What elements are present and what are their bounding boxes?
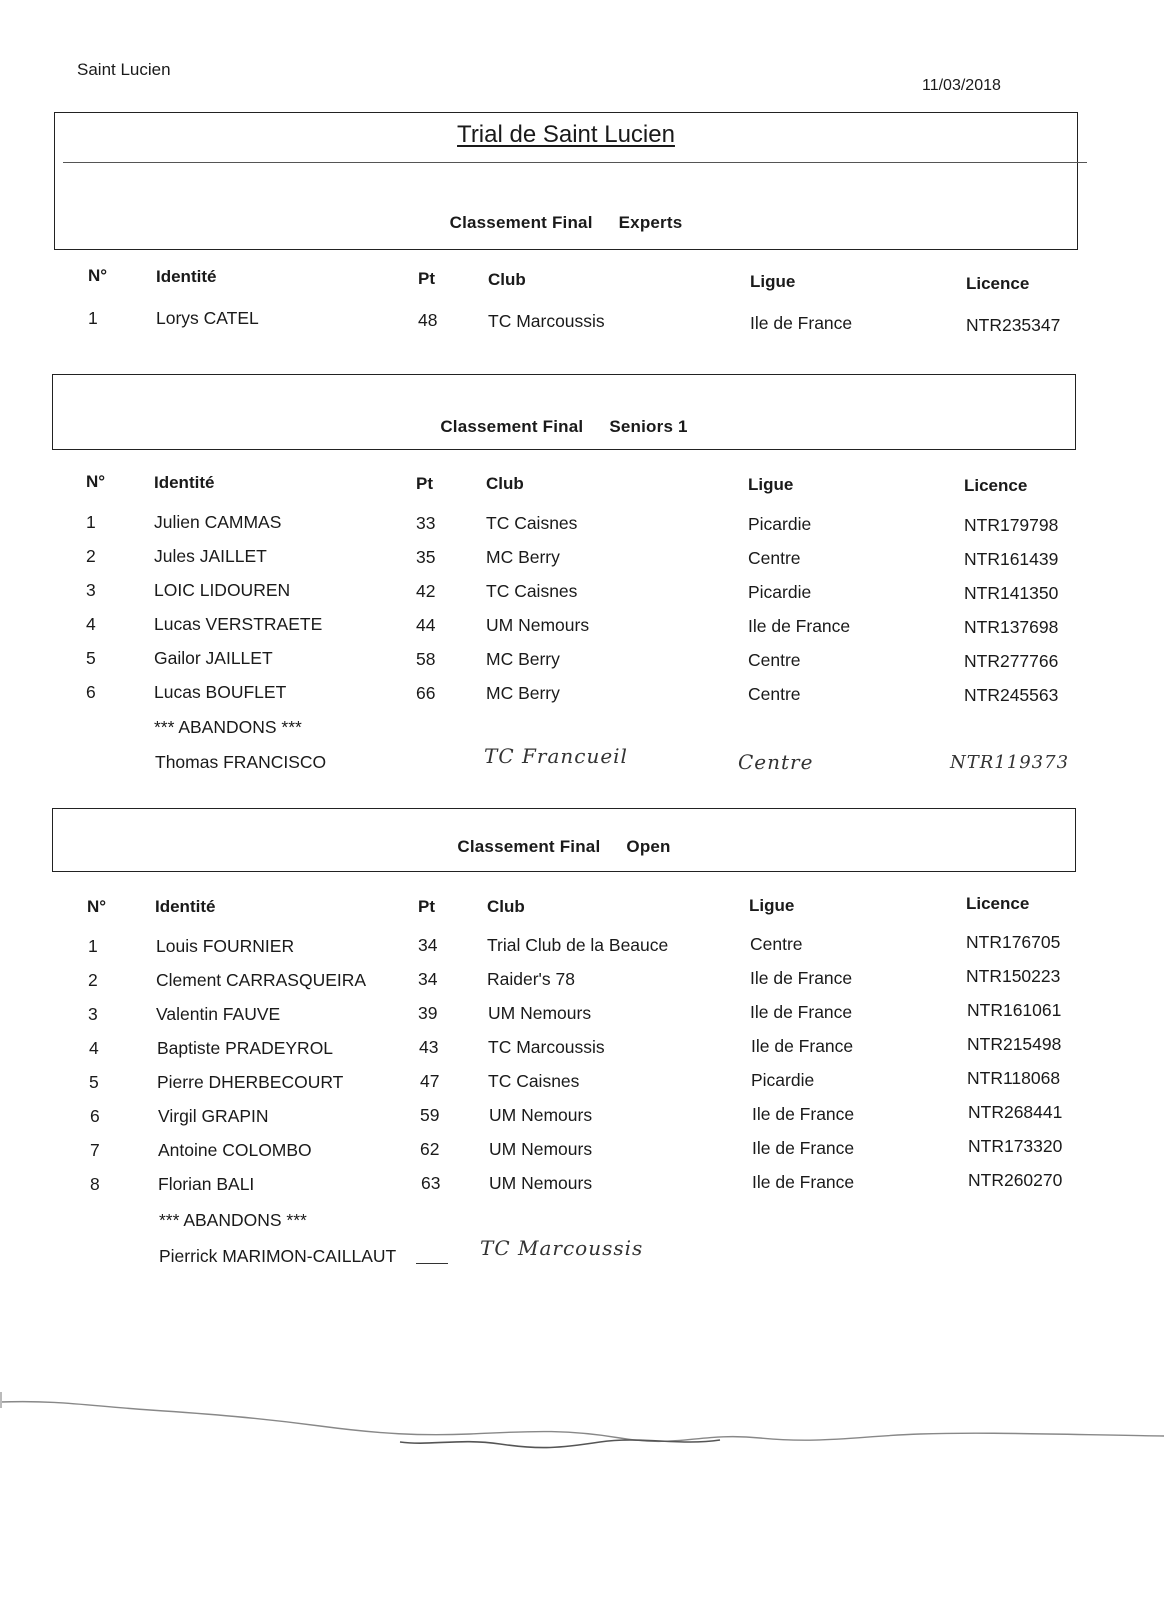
row-licence: NTR176705 bbox=[966, 932, 1061, 952]
row-name: Lorys CATEL bbox=[156, 308, 259, 328]
row-licence: NTR245563 bbox=[964, 685, 1059, 705]
row-rank: 1 bbox=[88, 308, 98, 328]
row-name: LOIC LIDOUREN bbox=[154, 580, 291, 600]
row-name: Louis FOURNIER bbox=[156, 936, 295, 956]
title-box bbox=[54, 112, 1078, 250]
row-points: 34 bbox=[418, 935, 438, 955]
row-name: Lucas BOUFLET bbox=[154, 682, 287, 702]
col-points-header: Pt bbox=[418, 897, 435, 916]
row-licence: NTR173320 bbox=[968, 1136, 1063, 1156]
col-club-header: Club bbox=[487, 897, 525, 916]
col-rank-header: N° bbox=[87, 897, 107, 916]
col-league-header: Ligue bbox=[748, 475, 794, 494]
row-league: Ile de France bbox=[750, 1002, 853, 1022]
row-club: TC Caisnes bbox=[488, 1071, 580, 1091]
row-points: 42 bbox=[416, 581, 436, 601]
row-rank: 2 bbox=[88, 970, 98, 990]
row-league: Ile de France bbox=[752, 1104, 855, 1124]
row-club: Trial Club de la Beauce bbox=[487, 935, 669, 955]
col-identity-header: Identité bbox=[154, 473, 215, 492]
row-rank: 7 bbox=[90, 1140, 100, 1160]
row-league: Ile de France bbox=[752, 1138, 855, 1158]
row-licence: NTR215498 bbox=[967, 1034, 1062, 1054]
row-name: Julien CAMMAS bbox=[154, 512, 282, 532]
col-licence-header: Licence bbox=[966, 894, 1030, 913]
row-points: 33 bbox=[416, 513, 436, 533]
col-identity-header: Identité bbox=[155, 897, 216, 916]
row-league: Picardie bbox=[751, 1070, 815, 1090]
row-league: Ile de France bbox=[750, 968, 853, 988]
section-category: Seniors 1 bbox=[609, 417, 688, 436]
row-name: Florian BALI bbox=[158, 1174, 255, 1194]
col-league-header: Ligue bbox=[749, 896, 795, 915]
section-label: Classement Final bbox=[457, 837, 601, 856]
row-points: 47 bbox=[420, 1071, 440, 1091]
row-club: TC Caisnes bbox=[486, 581, 578, 601]
section-header-experts bbox=[55, 213, 1077, 233]
row-name: Clement CARRASQUEIRA bbox=[156, 970, 367, 990]
row-club: UM Nemours bbox=[489, 1139, 593, 1159]
row-league: Centre bbox=[750, 934, 803, 954]
row-league: Picardie bbox=[748, 514, 812, 534]
col-licence-header: Licence bbox=[966, 274, 1030, 293]
row-rank: 1 bbox=[86, 512, 96, 532]
row-licence: NTR150223 bbox=[966, 966, 1061, 986]
document-title: Trial de Saint Lucien bbox=[457, 121, 675, 148]
row-licence: NTR161439 bbox=[964, 549, 1059, 569]
row-rank: 4 bbox=[89, 1038, 99, 1058]
row-points: 34 bbox=[418, 969, 438, 989]
handwritten-club: TC Marcoussis bbox=[480, 1236, 644, 1260]
row-club: MC Berry bbox=[486, 547, 560, 567]
row-rank: 6 bbox=[90, 1106, 100, 1126]
section-header-seniors-1 bbox=[52, 374, 1076, 450]
row-league: Ile de France bbox=[752, 1172, 855, 1192]
row-league: Ile de France bbox=[751, 1036, 854, 1056]
row-league: Ile de France bbox=[748, 616, 851, 636]
row-name: Baptiste PRADEYROL bbox=[157, 1038, 334, 1058]
row-club: UM Nemours bbox=[489, 1173, 593, 1193]
col-identity-header: Identité bbox=[156, 267, 217, 286]
row-rank: 4 bbox=[86, 614, 96, 634]
handwritten-club: TC Francueil bbox=[484, 744, 628, 768]
row-rank: 5 bbox=[89, 1072, 99, 1092]
section-category: Open bbox=[626, 837, 671, 856]
row-points: 66 bbox=[416, 683, 436, 703]
row-rank: 6 bbox=[86, 682, 96, 702]
row-league: Picardie bbox=[748, 582, 812, 602]
row-name: Lucas VERSTRAETE bbox=[154, 614, 323, 634]
row-rank: 5 bbox=[86, 648, 96, 668]
col-club-header: Club bbox=[486, 474, 524, 493]
col-rank-header: N° bbox=[86, 472, 106, 491]
row-rank: 1 bbox=[88, 936, 98, 956]
row-club: MC Berry bbox=[486, 649, 560, 669]
row-club: TC Marcoussis bbox=[488, 1037, 605, 1057]
row-rank: 2 bbox=[86, 546, 96, 566]
row-league: Centre bbox=[748, 650, 801, 670]
section-label: Classement Final bbox=[440, 417, 584, 436]
row-points: 62 bbox=[420, 1139, 440, 1159]
row-name: Pierre DHERBECOURT bbox=[157, 1072, 344, 1092]
handwritten-licence: NTR119373 bbox=[950, 752, 1070, 773]
row-rank: 8 bbox=[90, 1174, 100, 1194]
row-points: 59 bbox=[420, 1105, 440, 1125]
col-points-header: Pt bbox=[418, 269, 435, 288]
row-club: UM Nemours bbox=[488, 1003, 592, 1023]
row-licence: NTR260270 bbox=[968, 1170, 1063, 1190]
row-points: 63 bbox=[421, 1173, 441, 1193]
handwritten-league: Centre bbox=[738, 750, 814, 774]
row-points: 43 bbox=[419, 1037, 439, 1057]
row-club: Raider's 78 bbox=[487, 969, 575, 989]
row-licence: NTR277766 bbox=[964, 651, 1059, 671]
row-licence: NTR235347 bbox=[966, 315, 1061, 335]
col-club-header: Club bbox=[488, 270, 526, 289]
section-label: Classement Final bbox=[449, 213, 593, 232]
row-club: TC Caisnes bbox=[486, 513, 578, 533]
row-name: Antoine COLOMBO bbox=[158, 1140, 312, 1160]
row-club: UM Nemours bbox=[489, 1105, 593, 1125]
title-divider bbox=[63, 162, 1087, 163]
venue-name: Saint Lucien bbox=[77, 60, 171, 79]
abandon-name: Thomas FRANCISCO bbox=[155, 752, 327, 772]
row-name: Virgil GRAPIN bbox=[158, 1106, 269, 1126]
col-rank-header: N° bbox=[88, 266, 108, 285]
row-points: 48 bbox=[418, 310, 438, 330]
row-name: Valentin FAUVE bbox=[156, 1004, 281, 1024]
row-club: TC Marcoussis bbox=[488, 311, 605, 331]
row-licence: NTR161061 bbox=[967, 1000, 1062, 1020]
row-club: UM Nemours bbox=[486, 615, 590, 635]
row-name: Gailor JAILLET bbox=[154, 648, 273, 668]
row-rank: 3 bbox=[86, 580, 96, 600]
abandon-name: Pierrick MARIMON-CAILLAUT bbox=[159, 1246, 397, 1266]
abandons-label: *** ABANDONS *** bbox=[154, 717, 302, 737]
row-rank: 3 bbox=[88, 1004, 98, 1024]
row-league: Centre bbox=[748, 548, 801, 568]
row-name: Jules JAILLET bbox=[154, 546, 267, 566]
row-licence: NTR118068 bbox=[967, 1068, 1061, 1088]
section-header-open bbox=[52, 808, 1076, 872]
document-date: 11/03/2018 bbox=[922, 77, 1001, 94]
row-licence: NTR268441 bbox=[968, 1102, 1063, 1122]
row-points: 58 bbox=[416, 649, 436, 669]
col-licence-header: Licence bbox=[964, 476, 1028, 495]
col-points-header: Pt bbox=[416, 474, 433, 493]
torn-paper-edge bbox=[0, 1388, 1164, 1468]
row-points: 39 bbox=[418, 1003, 438, 1023]
row-licence: NTR137698 bbox=[964, 617, 1059, 637]
row-licence: NTR179798 bbox=[964, 515, 1059, 535]
row-club: MC Berry bbox=[486, 683, 560, 703]
row-points: 44 bbox=[416, 615, 436, 635]
row-licence: NTR141350 bbox=[964, 583, 1059, 603]
row-points: 35 bbox=[416, 547, 436, 567]
col-league-header: Ligue bbox=[750, 272, 796, 291]
abandons-label: *** ABANDONS *** bbox=[159, 1210, 307, 1230]
row-league: Centre bbox=[748, 684, 801, 704]
row-league: Ile de France bbox=[750, 313, 853, 333]
section-category: Experts bbox=[618, 213, 683, 232]
handwritten-dash bbox=[416, 1263, 448, 1264]
